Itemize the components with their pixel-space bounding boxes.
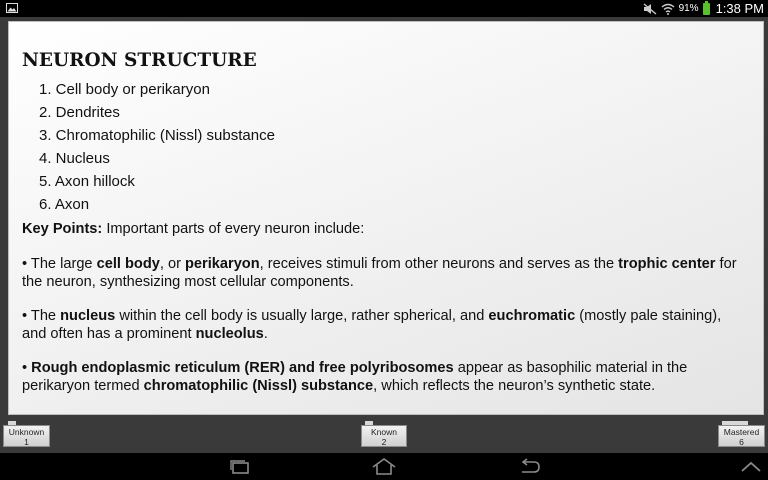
bold-term: nucleus [60,308,116,324]
text-run: for the neuron, synthesizing most cellular components. [22,256,737,290]
wifi-icon [661,3,675,15]
list-item: 4. Nucleus [39,150,110,167]
parts-list [25,78,275,216]
navigation-bar [0,453,768,480]
bold-term: nucleolus [195,326,264,342]
clock-time: 1:38 PM [715,1,764,16]
home-icon[interactable] [371,458,397,476]
text-run: . [263,326,268,342]
mastered-count: 6 [739,437,744,447]
unknown-count: 1 [24,437,29,447]
list-item: 5. Axon hillock [39,173,135,190]
text-run: • The [22,308,61,324]
status-bar [0,0,768,17]
list-item: 6. Axon [39,196,90,213]
text-run: • [22,360,32,376]
text-run: , receives stimuli from other neurons and serves as the [259,256,619,272]
paragraph-cell-body [22,255,743,291]
image-icon [6,3,18,13]
list-item: 2. Dendrites [39,104,120,121]
mastered-button[interactable] [718,425,765,447]
text-run: (mostly pale staining), and often has a prominent [22,308,722,342]
key-points-text: Important parts of every neuron include: [102,221,365,237]
chevron-up-icon[interactable] [740,458,762,476]
known-count: 2 [381,437,387,447]
bold-term: perikaryon [185,256,260,272]
known-label: Known [371,427,397,437]
mute-icon [643,3,657,15]
key-points-label: Key Points: [22,221,103,237]
paragraph-nucleus [22,307,743,343]
back-icon[interactable] [518,458,542,476]
paragraph-rer [22,359,743,395]
list-item: 3. Chromatophilic (Nissl) substance [39,127,275,144]
text-run: , which reflects the neuron’s synthetic state. [373,378,656,394]
text-run: • The large [22,256,97,272]
card-title: NEURON STRUCTURE [22,50,257,71]
flashcard[interactable] [8,21,764,415]
bold-term: trophic center [618,256,716,272]
battery-percent: 91% [678,3,699,14]
key-points [22,220,743,238]
battery-icon [703,3,710,15]
text-run: , or [159,256,186,272]
known-button[interactable] [361,425,407,447]
bold-term: cell body [96,256,160,272]
mastered-label: Mastered [723,427,760,437]
list-item: 1. Cell body or perikaryon [39,81,210,98]
bold-term: Rough endoplasmic reticulum (RER) and free polyribosomes [31,360,454,376]
recent-apps-icon[interactable] [228,458,252,476]
unknown-label: Unknown [8,427,45,437]
unknown-button[interactable] [3,425,50,447]
bold-term: euchromatic [488,308,576,324]
text-run: appear as basophilic material in the perikaryon termed [22,360,688,394]
text-run: within the cell body is usually large, rather spherical, and [115,308,489,324]
bold-term: chromatophilic (Nissl) substance [143,378,374,394]
